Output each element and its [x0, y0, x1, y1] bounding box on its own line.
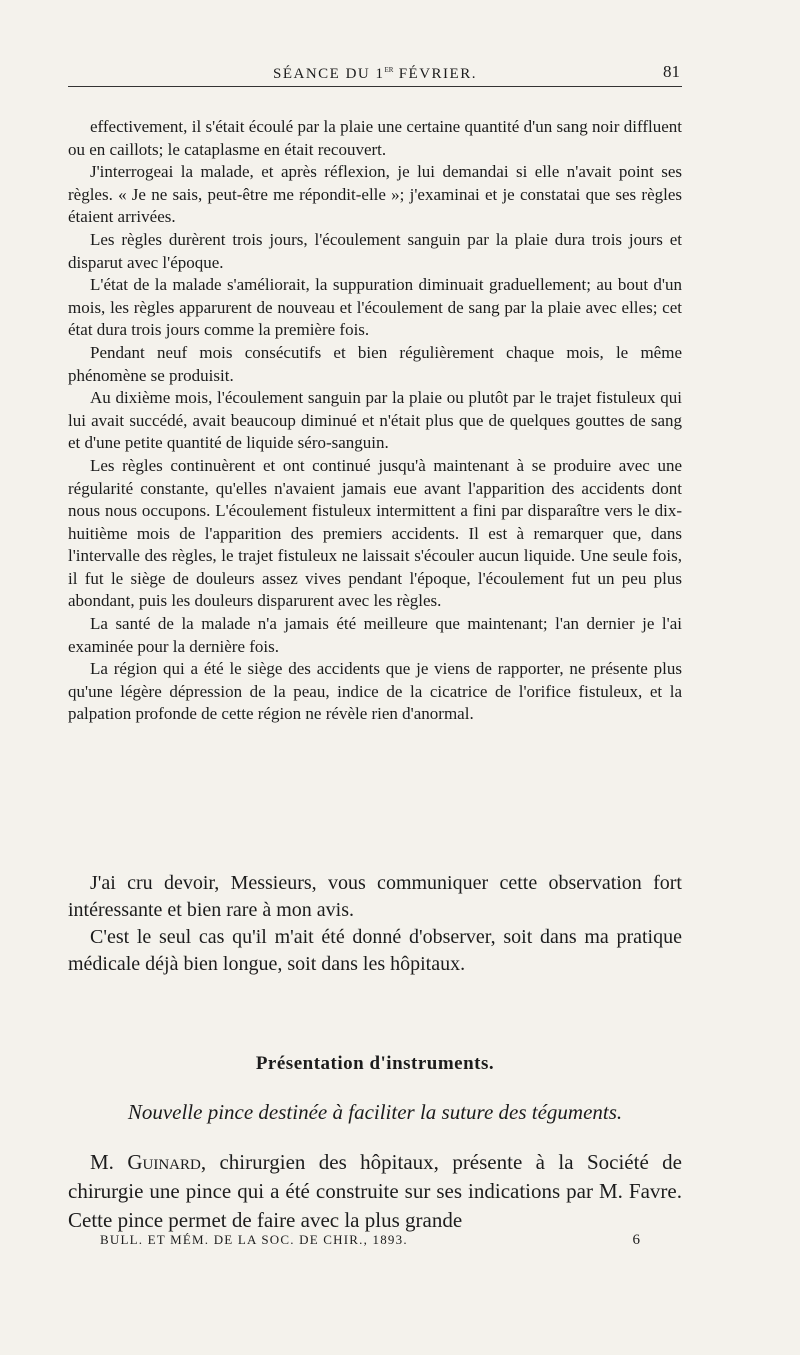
author-name: Guinard — [127, 1150, 201, 1174]
paragraph: Au dixième mois, l'écoulement sanguin par la plaie ou plutôt par le trajet fistuleux qui lui avait succédé, avait beaucoup diminué et n'était plus que de quelques gouttes de sang et d'une petite quantité de liquide séro-sanguin. — [68, 388, 682, 453]
running-title-text: SÉANCE DU 1 — [273, 66, 385, 82]
footer-citation: BULL. ET MÉM. DE LA SOC. DE CHIR., 1893. — [100, 1232, 408, 1247]
section-para-text: , chirurgien des hôpitaux, présente à la Société de chirurgie une pince qui a été construite sur ses indications par M. Favre. Cette pince permet de faire avec la plus grande — [68, 1150, 682, 1232]
paragraph: J'ai cru devoir, Messieurs, vous communiquer cette observation fort intéressante et bien rare à mon avis. — [68, 872, 682, 921]
footer — [100, 1232, 640, 1248]
section-para-prefix: M. — [90, 1150, 128, 1174]
paragraph: La santé de la malade n'a jamais été meilleure que maintenant; l'an dernier je l'ai examinée pour la dernière fois. — [68, 614, 682, 656]
section-body — [68, 1148, 682, 1235]
paragraph: La région qui a été le siège des accidents que je viens de rapporter, ne présente plus qu'une légère dépression de la peau, indice de la cicatrice de l'orifice fistuleux, et la palpation profonde de cette région ne révèle rien d'anormal. — [68, 659, 682, 724]
section-paragraph — [68, 1148, 682, 1235]
running-title-end: FÉVRIER. — [393, 66, 477, 82]
body-text-small — [68, 116, 682, 726]
section-subtitle: Nouvelle pince destinée à faciliter la suture des téguments. — [127, 1100, 623, 1124]
running-head — [68, 62, 682, 87]
running-title-sup: er — [384, 64, 394, 75]
signature-mark: 6 — [632, 1232, 640, 1248]
paragraph: effectivement, il s'était écoulé par la plaie une certaine quantité d'un sang noir diffluent ou en caillots; le cataplasme en était recouvert. — [68, 117, 682, 159]
section-title: Présentation d'instruments. — [255, 1053, 495, 1074]
paragraph: Les règles continuèrent et ont continué jusqu'à maintenant à se produire avec une régularité constante, qu'elles n'avaient jamais eue avant l'apparition des accidents dont nous nous occupons. L'écoulement fistuleux intermittent a fini par disparaître vers le dix-huitième mois de l'apparition des premiers accidents. Il est à remarquer que, dans l'intervalle des règles, le trajet fistuleux ne laissait s'écouler aucun liquide. Une seule fois, il fut le siège de douleurs assez vives pendant l'époque, l'écoulement fut un peu plus abondant, puis les douleurs disparurent avec les règles. — [68, 455, 682, 611]
body-text-large — [68, 870, 682, 978]
paragraph: Les règles durèrent trois jours, l'écoulement sanguin par la plaie dura trois jours et disparut avec l'époque. — [68, 229, 682, 272]
paragraph: L'état de la malade s'améliorait, la suppuration diminuait graduellement; au bout d'un mois, les règles apparurent de nouveau et l'écoulement de sang par la plaie avec elles; cet état dura trois jours comme la première fois. — [68, 275, 682, 340]
paragraph: Pendant neuf mois consécutifs et bien régulièrement chaque mois, le même phénomène se produisit. — [68, 342, 682, 385]
running-title — [68, 64, 682, 83]
paragraph: C'est le seul cas qu'il m'ait été donné d'observer, soit dans ma pratique médicale déjà bien longue, soit dans les hôpitaux. — [68, 926, 682, 975]
paragraph: J'interrogeai la malade, et après réflexion, je lui demandai si elle n'avait point ses règles. « Je ne sais, peut-être me répondit-elle »; j'examinai et je constatai que ses règles étaient arrivées. — [68, 162, 682, 227]
page-number: 81 — [663, 62, 680, 81]
